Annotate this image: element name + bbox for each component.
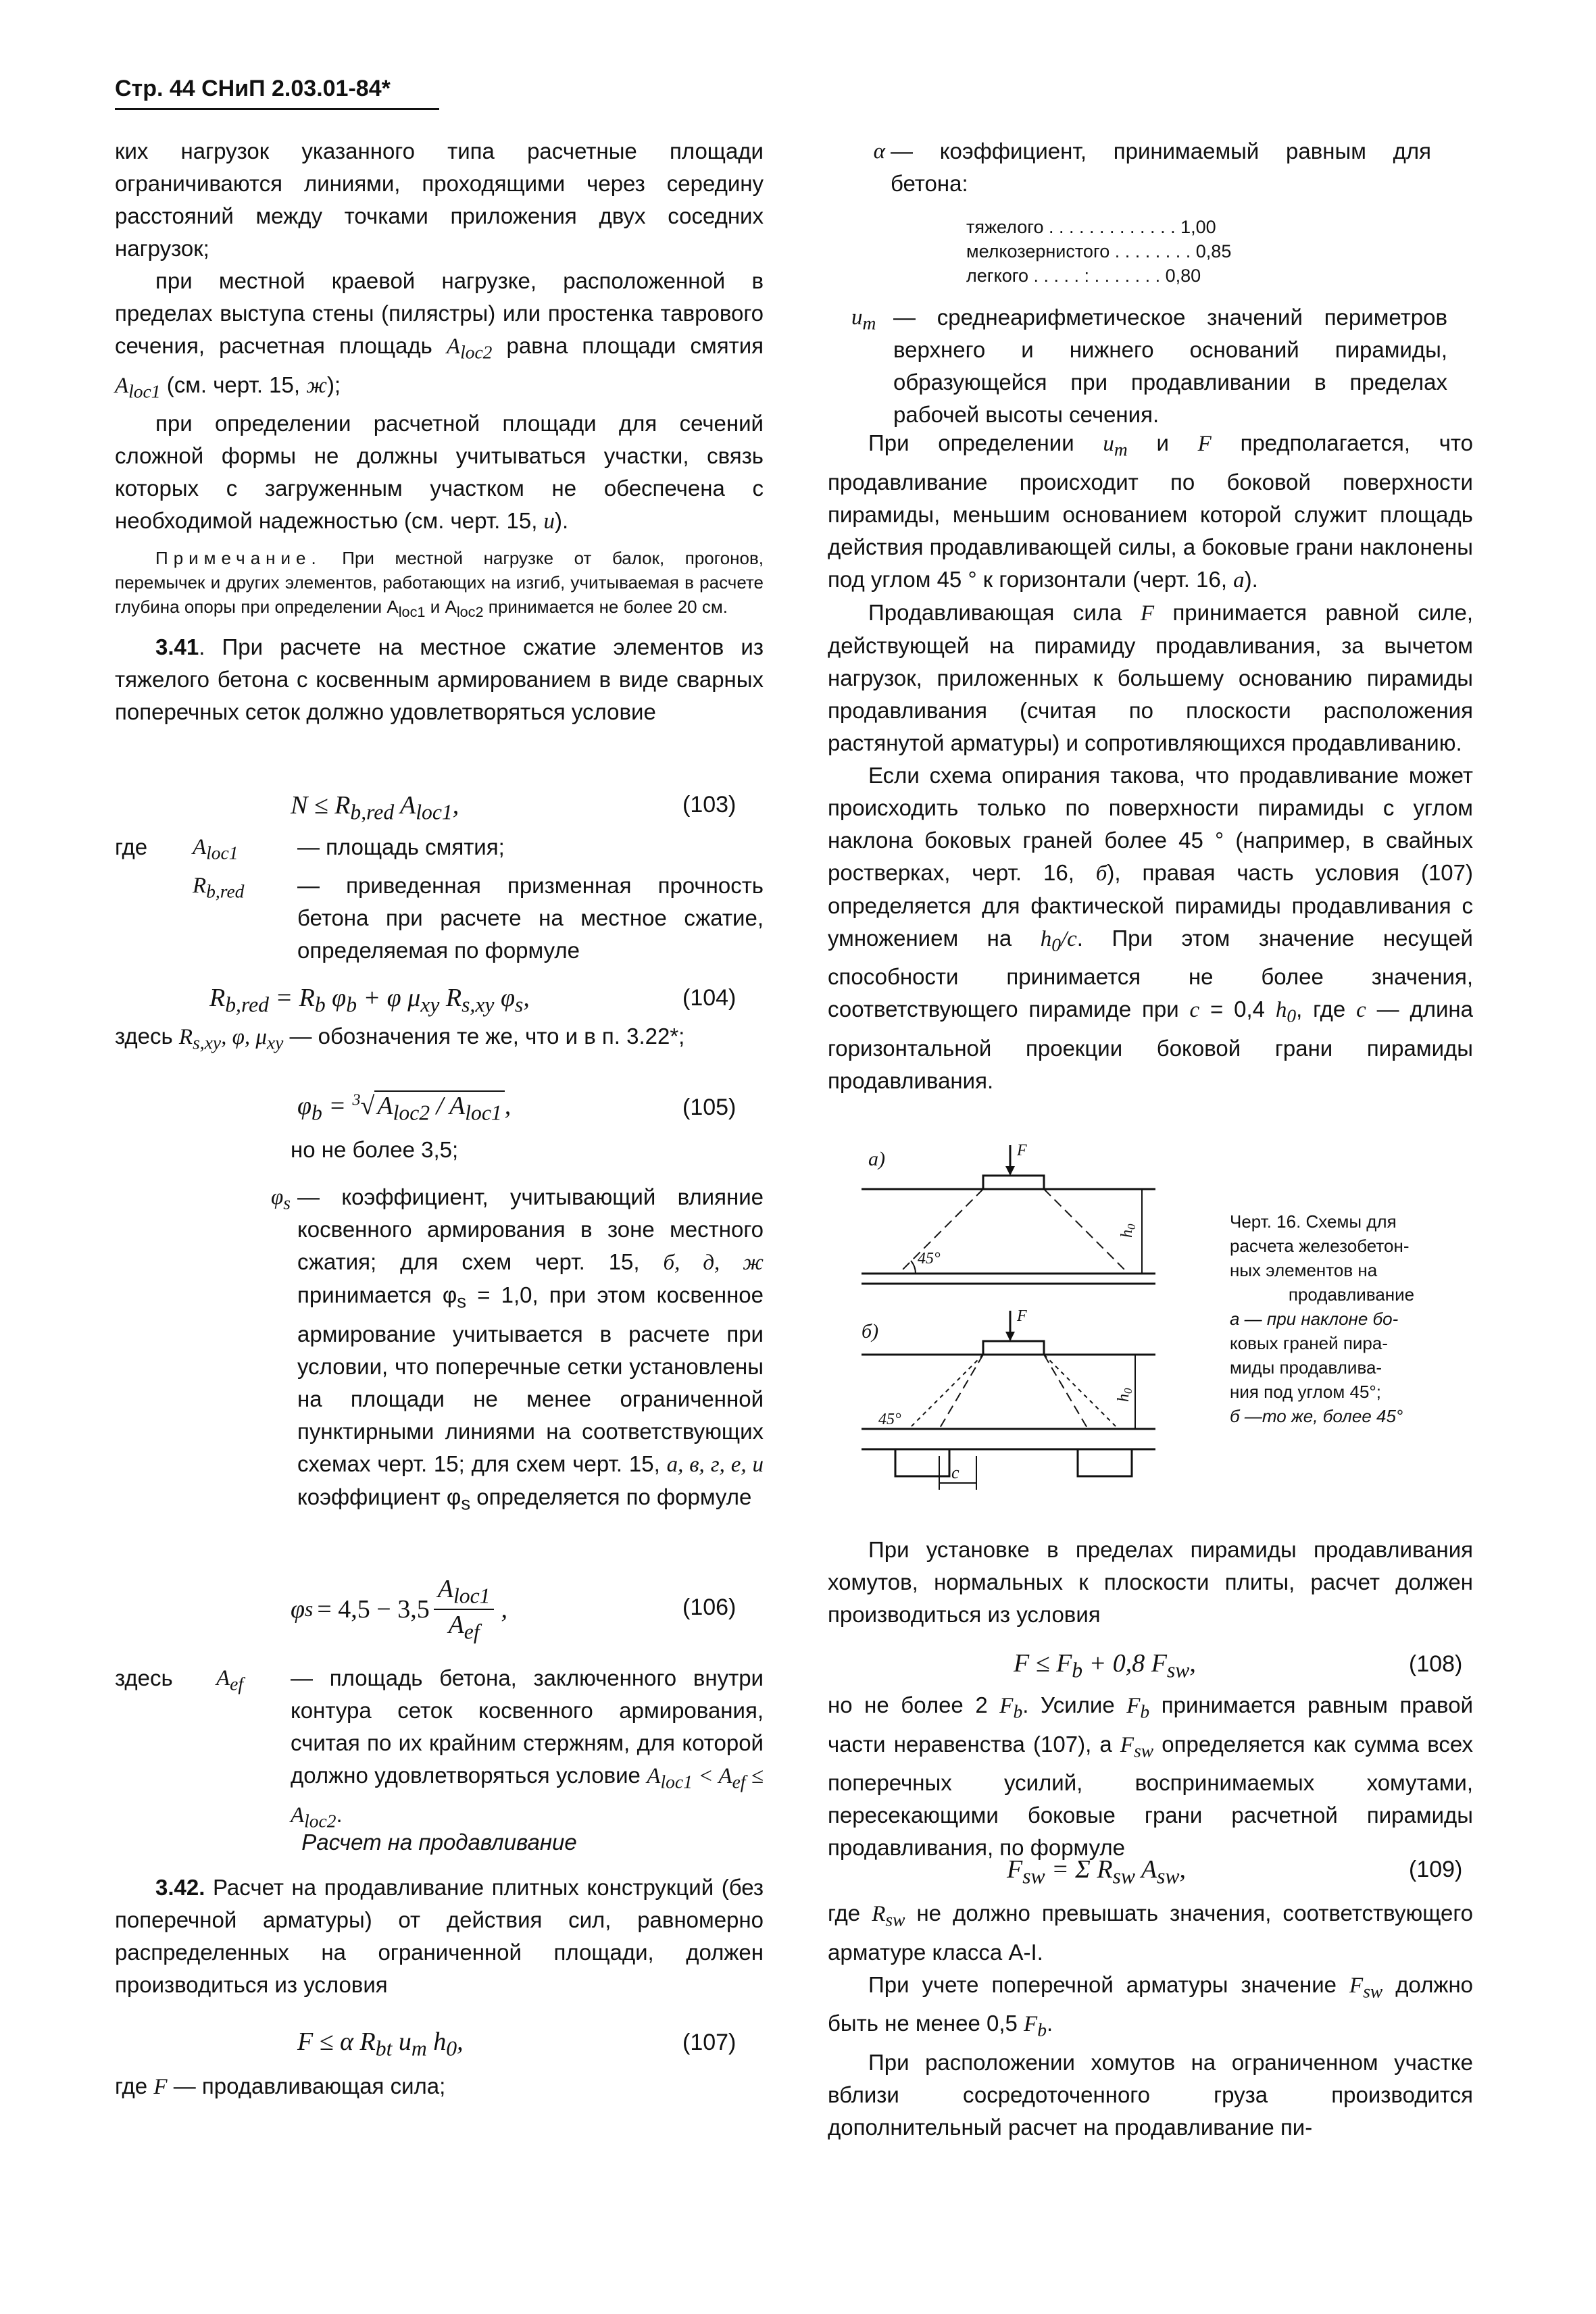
definition-phi-s: $\varphi_s$ — коэффициент, учитывающий влияние косвенного армирования в зоне местного сжатия; для схем черт. 15, б, д, ж принимается $\varphi_s = 1,0$, при этом косвенное армирование учитывается в расчете при условии, что поперечные сетки установлены на площади не менее ограниченной пунктирными линиями на соответствующих схемах черт. 15; для схем черт. 15, а, в, г, е, и коэффициент $\varphi_s$ определяется по формуле (271, 1184, 764, 1514)
equation-109: $F_{sw} = \Sigma$ $R_{sw}$ $A_{sw}$, (1007, 1855, 1187, 1888)
equation-number-108: (108) (1409, 1651, 1463, 1677)
equation-107: F ≤ α $R_{bt}$ $u_m$ $h_0$, (297, 2028, 464, 2061)
equation-number-105: (105) (682, 1095, 737, 1120)
paragraph-edge-load: при местной краевой нагрузке, расположенной в пределах выступа стены (пилястры) или простенка таврового сечения, расчетная площадь $A_{loc2}$ равна площади смятия $A_{loc1}$ (см. черт. 15, ж); (115, 268, 764, 402)
header-text: Стр. 44 СНиП 2.03.01-84* (115, 76, 391, 101)
paragraph-loads: ких нагрузок указанного типа расчетные площади ограничиваются линиями, проходящими через середину расстояний между точками приложения двух соседних нагрузок; (115, 139, 764, 261)
section-number: 3.41 (155, 634, 199, 660)
equation-108: $F \le F_b + 0,8$ $F_{sw}$, (1014, 1649, 1196, 1682)
note: Примечание. При местной нагрузке от балок, прогонов, перемычек и других элементов, работающих на изгиб, учитываемая в расчете глубина опоры при определении $A_{loc1}$ и $A_{loc2}$ принимается не более 20 см. (115, 548, 764, 621)
h0-label-b: $h_0$ (1115, 1388, 1134, 1402)
section-3-42-block (115, 1871, 764, 2001)
h0-label-a: $h_0$ (1118, 1224, 1138, 1238)
concrete-row-light: легкого . . . . . : . . . . . . . 0,80 (966, 266, 1201, 286)
header-rule (115, 108, 439, 110)
equation-number-107: (107) (682, 2030, 737, 2055)
definitions-103: где $A_{loc1}$ — площадь смятия; $R_{b,red}$ — приведенная призменная прочность бетона при расчете на местное сжатие, определяемая по формуле (115, 834, 764, 963)
equation-number-109: (109) (1409, 1857, 1463, 1882)
limit-3-5: но не более 3,5; (291, 1137, 459, 1162)
paragraph-scheme: Если схема опирания такова, что продавливание может происходить только по поверхности пирамиды с углом наклона боковых граней более 45 ° (например, в свайных ростверках, черт. 16, б), правая часть условия (107) определяется для фактической пирамиды продавливания с умножением на $h_0/c$. При этом значение несущей способности принимается не более значения, соответствующего пирамиде при c = 0,4 $h_0$, где c — длина горизонтальной проекции боковой грани пирамиды продавливания. (828, 762, 1474, 1093)
definition-alpha: α — коэффициент, принимаемый равным для бетона: (873, 139, 1431, 196)
paragraph-tail-block (828, 1897, 1473, 2144)
paragraph-last: При расположении хомутов на ограниченном участке вблизи сосредоточенного груза производится дополнительный расчет на продавливание пи- (828, 2049, 1473, 2140)
f-label-a: F (1017, 1142, 1027, 1159)
subheading-punching: Расчет на продавливание (301, 1830, 577, 1855)
figure-16 (851, 1142, 1230, 1493)
equation-106: φ s = 4,5 − 3,5 $A_{loc1}$ $A_{ef}$ , (291, 1575, 507, 1644)
paragraph-force: Продавливающая сила F принимается равной силе, действующей на пирамиду продавливания, за вычетом нагрузок, приложенных к большему основанию пирамиды продавливания (считая по плоскости расположения растянутой арматуры) и сопротивляющихся продавливанию. (828, 599, 1473, 755)
concrete-table (966, 215, 1231, 288)
right-paragraphs (828, 427, 1473, 1097)
label-b: б) (862, 1320, 879, 1342)
section-3-42: 3.42. Расчет на продавливание плитных конструкций (без поперечной арматуры) от действия сил, равномерно распределенных на ограниченной площади, должен производиться из условия (115, 1875, 764, 1997)
left-column (115, 135, 764, 728)
equation-number-106: (106) (682, 1594, 737, 1620)
paragraph-fsw: При учете поперечной арматуры значение $F_{sw}$ должно быть не менее 0,5 $F_b$. (828, 1971, 1474, 2040)
figure-16-caption: Черт. 16. Схемы для расчета железобетон- ных элементов на продавливание а — при наклоне бо- ковых граней пира- миды продавлива- ния под углом 45°; б —то же, более 45° (1230, 1211, 1415, 1426)
equation-105: $\varphi_b = ^3√$ $A_{loc2} / A_{loc1}$ , (297, 1091, 512, 1125)
definition-um: $u_m$ — среднеарифметическое значений периметров верхнего и нижнего оснований пирамиды, образующейся при продавливании в пределах рабочей высоты сечения. (851, 305, 1447, 427)
section-3-41: 3.41. При расчете на местное сжатие элементов из тяжелого бетона с косвенным армированием в виде сварных поперечных сеток должно удовлетворяться условие (115, 634, 764, 725)
diagram-a (862, 1142, 1155, 1284)
definition-f: где F — продавливающая сила; (115, 2073, 446, 2099)
c-label: c (951, 1463, 959, 1482)
angle-b: 45° (878, 1411, 901, 1428)
equation-104: $R_{b,red} = R_b$ $\varphi_b + \varphi$ $\mu_{xy}$ $R_{s,xy}$ $\varphi_s$, (209, 984, 530, 1017)
section-number: 3.42. (155, 1875, 205, 1900)
concrete-row-fine: мелкозернистого . . . . . . . . 0,85 (966, 241, 1232, 261)
equation-number-104: (104) (682, 985, 737, 1011)
label-a: а) (868, 1148, 885, 1170)
equation-number-103: (103) (682, 792, 737, 818)
paragraph-ties: При установке в пределах пирамиды продавливания хомутов, нормальных к плоскости плиты, расчет должен производиться из условия (828, 1537, 1473, 1627)
paragraph-fb-block (828, 1689, 1473, 1864)
paragraph-complex-shape: при определении расчетной площади для сечений сложной формы не должны учитываться участки, связь которых с загруженным участком не обеспечена с необходимой надежностью (см. черт. 15, u). (115, 411, 764, 534)
note-heading: Примечание. (155, 548, 322, 569)
paragraph-definition: При определении $u_m$ и F предполагается, что продавливание происходит по боковой поверхности пирамиды, меньшим основанием которой служит площадь действия продавливающей силы, а боковые грани наклонены под углом 45 ° к горизонтали (черт. 16, а). (828, 430, 1474, 593)
paragraph-ties-block (828, 1534, 1473, 1631)
angle-a: 45° (918, 1250, 941, 1267)
paragraph-rsw: где $R_{sw}$ не должно превышать значения, соответствующего арматуре класса А-I. (828, 1901, 1473, 1965)
diagram-b (862, 1307, 1155, 1490)
paragraph-fb: но не более 2 $F_b$. Усилие $F_b$ принимается равным правой части неравенства (107), а $F_{sw}$ определяется как сумма всех поперечных усилий, воспринимаемых хомутами, пересекающими боковые грани расчетной пирамиды продавливания, по формуле (828, 1692, 1474, 1861)
page-header (115, 76, 391, 102)
concrete-row-heavy: тяжелого . . . . . . . . . . . . . 1,00 (966, 217, 1216, 237)
definitions-104: здесь $R_{s,xy}$, φ, $\mu_{xy}$ — обозначения те же, что и в п. 3.22*; (115, 1024, 685, 1053)
equation-103: $N \le R_{b,red}$ $A_{loc1}$, (291, 791, 459, 824)
f-label-b: F (1017, 1307, 1027, 1325)
definition-a-ef: здесь $A_{ef}$ — площадь бетона, заключенного внутри контура сеток косвенного армирования, считая по их крайним стержням, для которой должно удовлетворяться условие $A_{loc1} < A_{ef} \le A_{loc2}$. (115, 1665, 764, 1832)
